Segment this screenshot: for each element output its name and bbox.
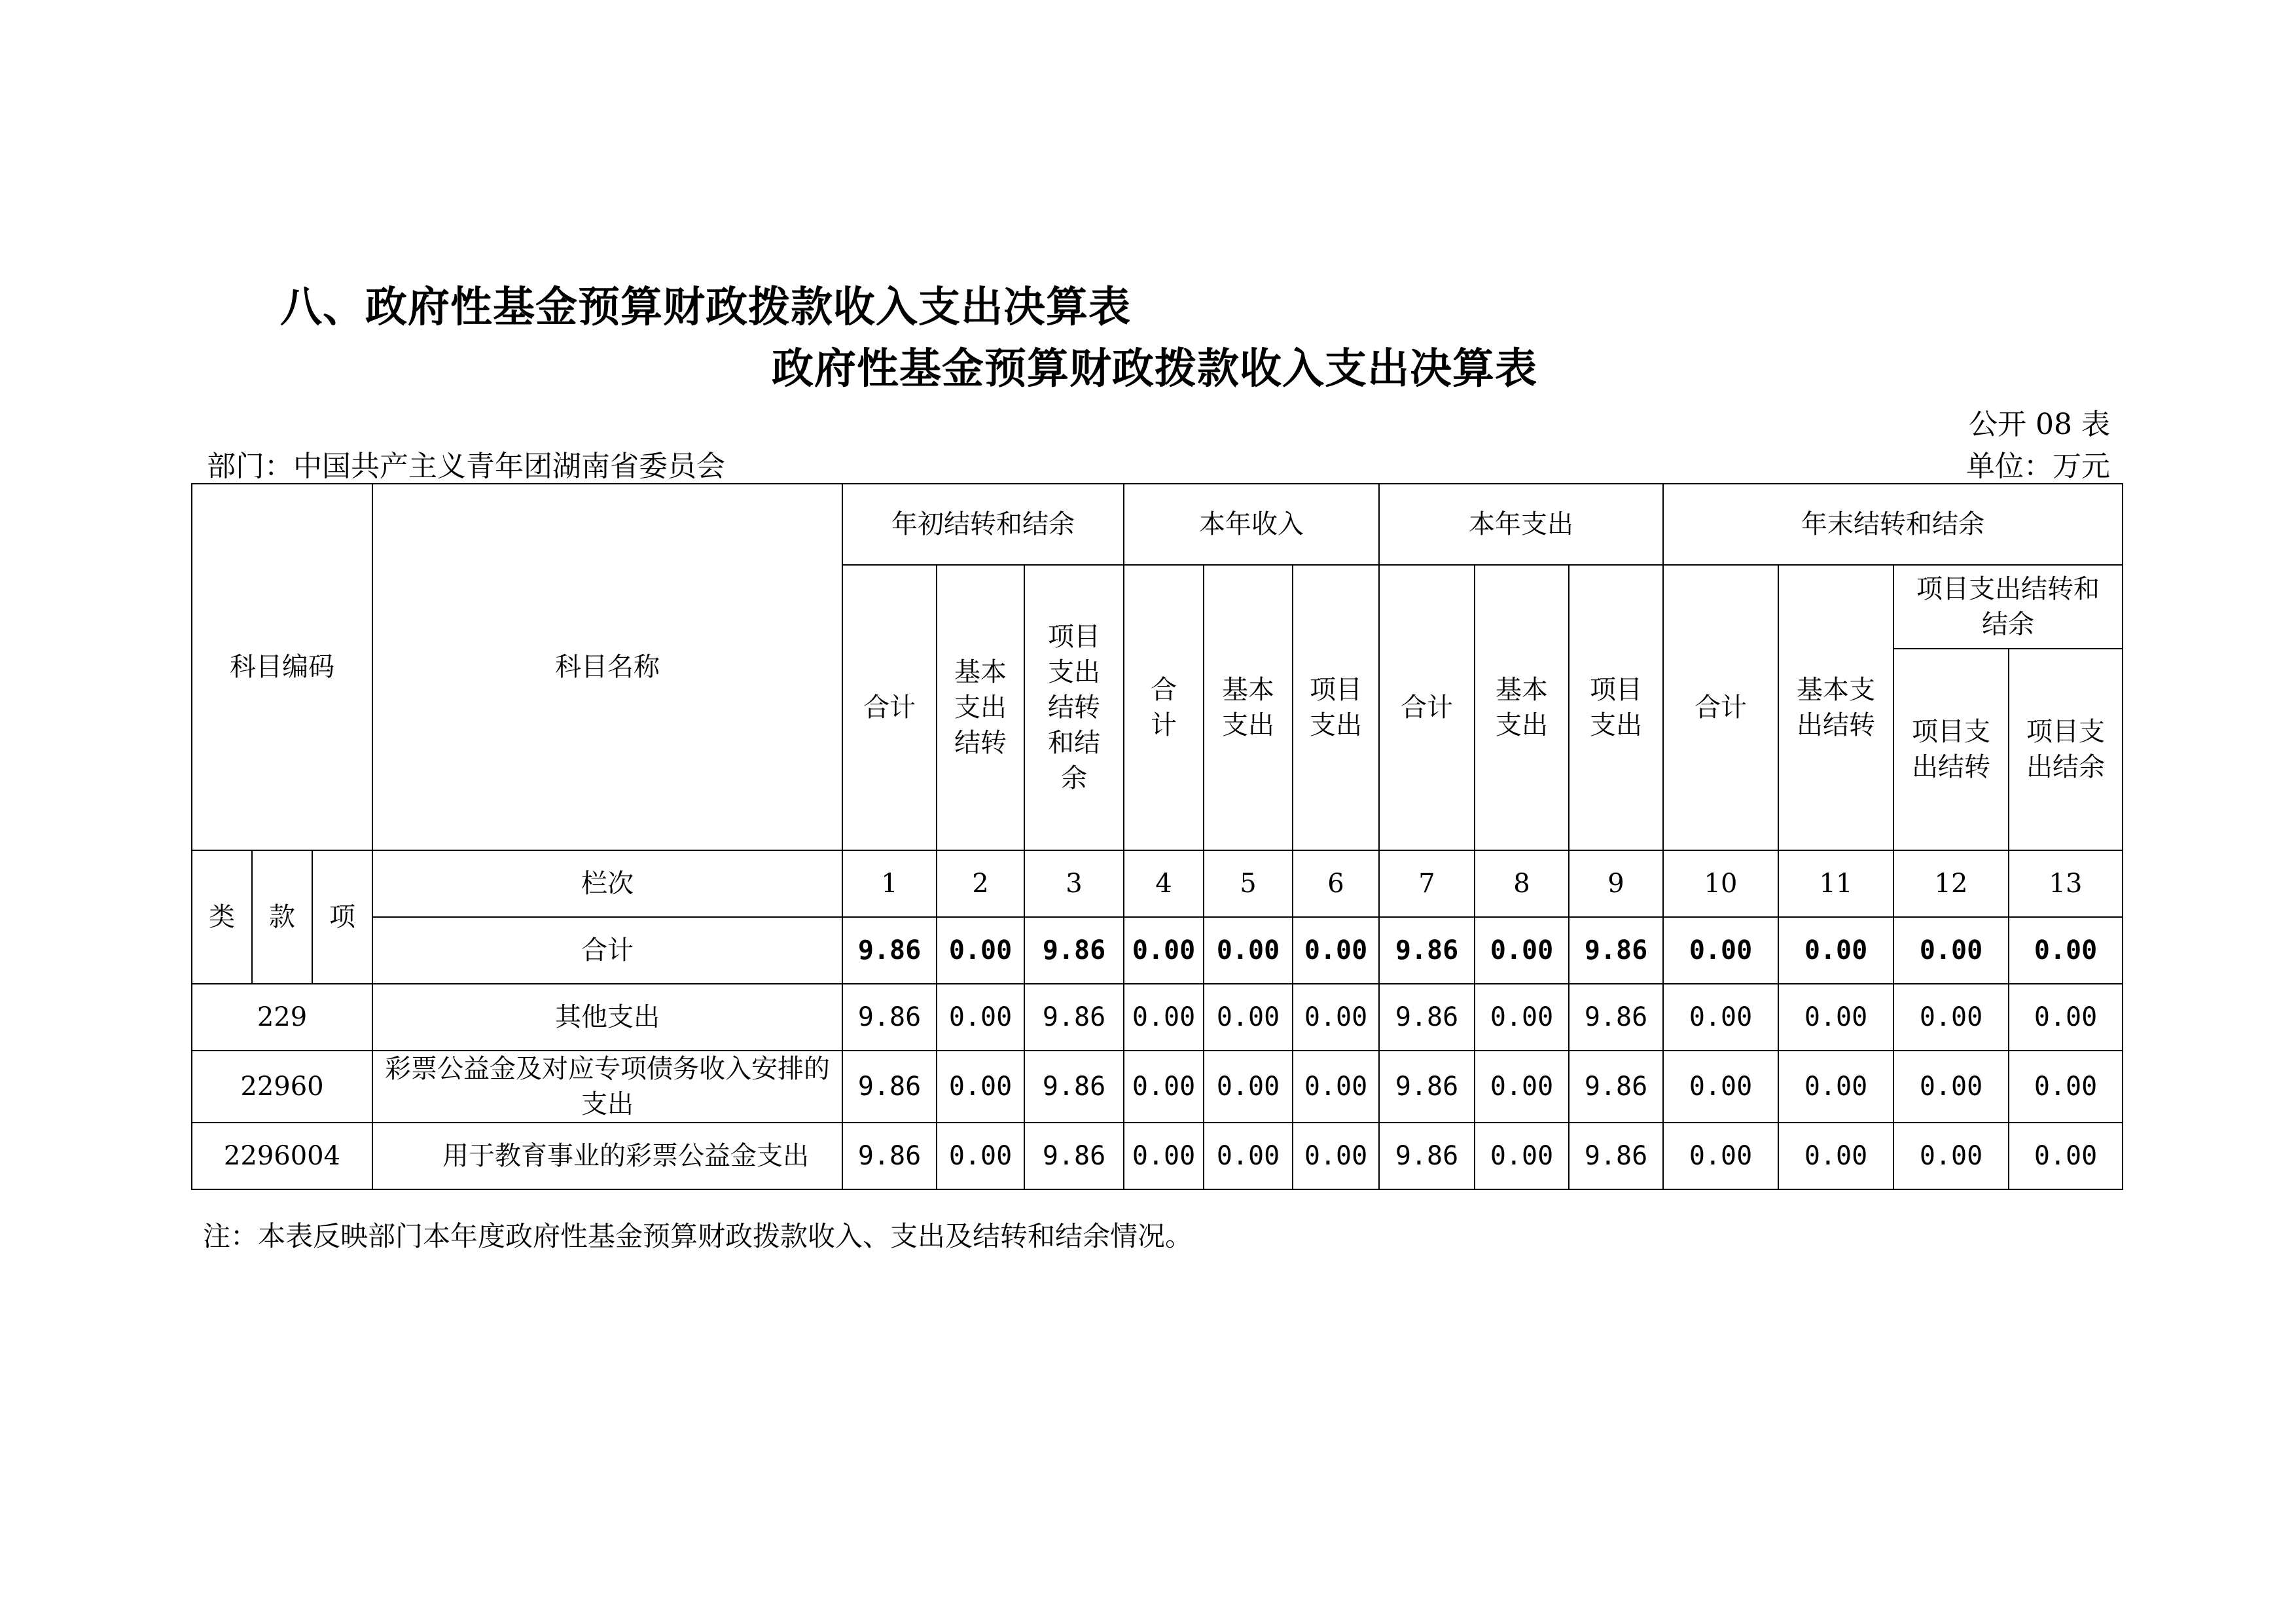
cell-value: 0.00 — [1293, 984, 1379, 1051]
cell-value: 0.00 — [1124, 1123, 1204, 1189]
header-end-basic: 基本支出结转 — [1778, 565, 1893, 850]
cell-value: 0.00 — [937, 1051, 1024, 1123]
col-number: 2 — [937, 850, 1024, 917]
header-end-project-carry: 项目支出结转 — [1893, 649, 2009, 850]
col-number: 10 — [1663, 850, 1778, 917]
cell-value: 0.00 — [937, 1123, 1024, 1189]
total-value: 0.00 — [2009, 917, 2123, 984]
cell-value: 0.00 — [2009, 984, 2123, 1051]
header-income-total: 合计 — [1124, 565, 1204, 850]
cell-value: 0.00 — [1663, 1051, 1778, 1123]
col-number: 7 — [1379, 850, 1475, 917]
cell-value: 0.00 — [1204, 984, 1293, 1051]
header-group-income: 本年收入 — [1124, 484, 1379, 565]
cell-value: 9.86 — [1379, 1051, 1475, 1123]
col-number: 5 — [1204, 850, 1293, 917]
cell-value: 9.86 — [1024, 1123, 1124, 1189]
subject-name: 用于教育事业的彩票公益金支出 — [372, 1123, 842, 1189]
cell-value: 0.00 — [1893, 1051, 2009, 1123]
col-number: 9 — [1569, 850, 1663, 917]
table-number: 公开 08 表 — [1969, 408, 2110, 441]
cell-value: 0.00 — [1204, 1051, 1293, 1123]
header-group-expense: 本年支出 — [1379, 484, 1663, 565]
cell-value: 0.00 — [1204, 1123, 1293, 1189]
total-value: 0.00 — [1475, 917, 1569, 984]
col-number: 11 — [1778, 850, 1893, 917]
total-value: 9.86 — [1379, 917, 1475, 984]
header-kuan: 款 — [252, 850, 312, 984]
header-end-project-sub: 项目支出结转和结余 — [1893, 565, 2123, 649]
cell-value: 0.00 — [937, 984, 1024, 1051]
subject-code: 2296004 — [192, 1123, 372, 1189]
total-value: 0.00 — [1663, 917, 1778, 984]
cell-value: 0.00 — [2009, 1051, 2123, 1123]
total-value: 0.00 — [1293, 917, 1379, 984]
cell-value: 0.00 — [1663, 984, 1778, 1051]
total-label: 合计 — [372, 917, 842, 984]
department-label: 部门：中国共产主义青年团湖南省委员会 — [207, 450, 725, 483]
header-end-project-balance: 项目支出结余 — [2009, 649, 2123, 850]
cell-value: 9.86 — [1379, 984, 1475, 1051]
cell-value: 0.00 — [1293, 1123, 1379, 1189]
table-row — [192, 984, 2123, 1051]
cell-value: 9.86 — [842, 1051, 937, 1123]
header-xiang: 项 — [312, 850, 372, 984]
table-row — [192, 1051, 2123, 1123]
subject-code: 22960 — [192, 1051, 372, 1123]
header-income-basic: 基本支出 — [1204, 565, 1293, 850]
header-expense-total: 合计 — [1379, 565, 1475, 850]
cell-value: 0.00 — [1124, 984, 1204, 1051]
table-title: 政府性基金预算财政拨款收入支出决算表 — [772, 344, 1537, 393]
cell-value: 9.86 — [1569, 1051, 1663, 1123]
column-number-row — [192, 850, 2123, 917]
total-value: 9.86 — [842, 917, 937, 984]
cell-value: 0.00 — [1663, 1123, 1778, 1189]
header-lei: 类 — [192, 850, 252, 984]
cell-value: 0.00 — [1778, 1051, 1893, 1123]
total-value: 0.00 — [1124, 917, 1204, 984]
cell-value: 0.00 — [1475, 984, 1569, 1051]
cell-value: 9.86 — [1024, 1051, 1124, 1123]
budget-table — [191, 483, 2123, 1190]
cell-value: 9.86 — [1024, 984, 1124, 1051]
col-number: 8 — [1475, 850, 1569, 917]
col-number: 3 — [1024, 850, 1124, 917]
subject-name: 彩票公益金及对应专项债务收入安排的支出 — [372, 1051, 842, 1123]
col-number: 6 — [1293, 850, 1379, 917]
header-expense-project: 项目支出 — [1569, 565, 1663, 850]
cell-value: 0.00 — [1475, 1051, 1569, 1123]
table-row — [192, 1123, 2123, 1189]
header-row-groups — [192, 484, 2123, 565]
col-number: 4 — [1124, 850, 1204, 917]
subject-name: 其他支出 — [372, 984, 842, 1051]
section-title: 八、政府性基金预算财政拨款收入支出决算表 — [280, 283, 1131, 332]
cell-value: 9.86 — [1569, 984, 1663, 1051]
header-lanci: 栏次 — [372, 850, 842, 917]
header-subject-code: 科目编码 — [192, 484, 372, 850]
col-number: 13 — [2009, 850, 2123, 917]
subject-code: 229 — [192, 984, 372, 1051]
total-value: 9.86 — [1024, 917, 1124, 984]
header-subject-name: 科目名称 — [372, 484, 842, 850]
cell-value: 0.00 — [1124, 1051, 1204, 1123]
cell-value: 9.86 — [842, 1123, 937, 1189]
cell-value: 0.00 — [1893, 1123, 2009, 1189]
cell-value: 0.00 — [1893, 984, 2009, 1051]
header-income-project: 项目支出 — [1293, 565, 1379, 850]
cell-value: 9.86 — [842, 984, 937, 1051]
cell-value: 0.00 — [1778, 984, 1893, 1051]
total-value: 0.00 — [1778, 917, 1893, 984]
total-row — [192, 917, 2123, 984]
cell-value: 0.00 — [2009, 1123, 2123, 1189]
cell-value: 0.00 — [1293, 1051, 1379, 1123]
cell-value: 9.86 — [1569, 1123, 1663, 1189]
cell-value: 9.86 — [1379, 1123, 1475, 1189]
unit-label: 单位：万元 — [1966, 450, 2110, 483]
total-value: 0.00 — [937, 917, 1024, 984]
header-end-total: 合计 — [1663, 565, 1778, 850]
total-value: 9.86 — [1569, 917, 1663, 984]
header-begin-project: 项目支出结转和结余 — [1024, 565, 1124, 850]
header-group-beginning: 年初结转和结余 — [842, 484, 1124, 565]
header-begin-basic: 基本支出结转 — [937, 565, 1024, 850]
header-begin-total: 合计 — [842, 565, 937, 850]
col-number: 12 — [1893, 850, 2009, 917]
total-value: 0.00 — [1893, 917, 2009, 984]
header-group-ending: 年末结转和结余 — [1663, 484, 2123, 565]
header-expense-basic: 基本支出 — [1475, 565, 1569, 850]
cell-value: 0.00 — [1778, 1123, 1893, 1189]
col-number: 1 — [842, 850, 937, 917]
cell-value: 0.00 — [1475, 1123, 1569, 1189]
table-note: 注：本表反映部门本年度政府性基金预算财政拨款收入、支出及结转和结余情况。 — [203, 1220, 1193, 1252]
total-value: 0.00 — [1204, 917, 1293, 984]
